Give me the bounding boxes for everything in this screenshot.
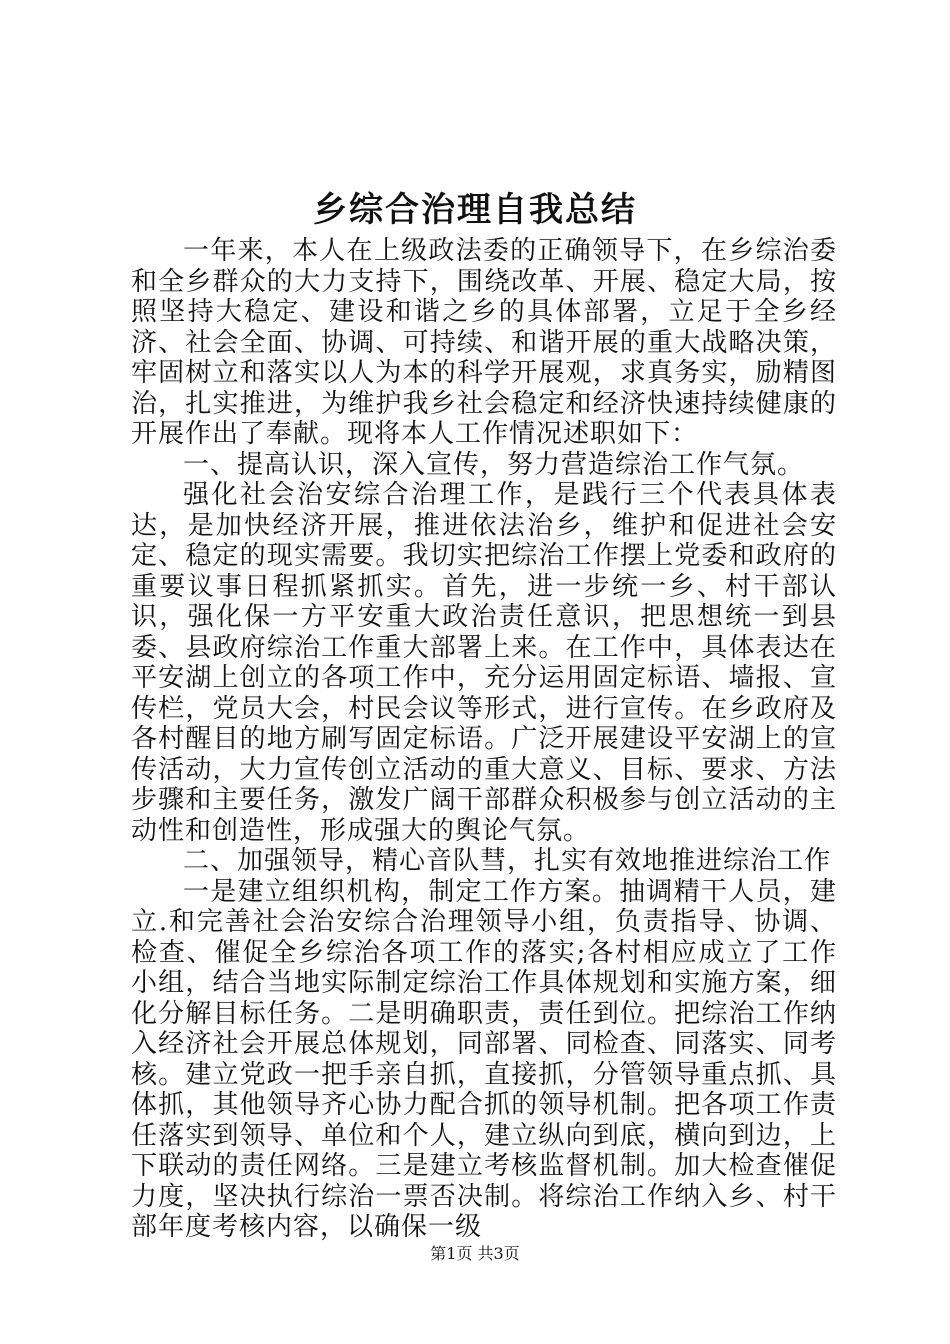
section-heading-1: 一、提高认识，深入宣传，努力营造综治工作气氛。 bbox=[183, 449, 805, 480]
page-title: 乡综合治理自我总结 bbox=[313, 190, 637, 230]
section-2-paragraph: 一是建立组织机构，制定工作方案。抽调精干人员，建立.和完善社会治安综合治理领导小组，负责指导、协调、检查、催促全乡综治各项工作的落实;各村相应成立了工作小组，结合当地实际制定综治工作具体规划和实施方案，细化分解目标任务。二是明确职责，责任到位。把综治工作纳入经济社会开展总体规划，同部署、同检查、同落实、同考核。建立党政一把手亲自抓，直接抓，分管领导重点抓、具体抓，其他领导齐心协力配合抓的领导机制。把各项工作责任落实到领导、单位和个人，建立纵向到底，横向到边，上下联动的责任网络。三是建立考核监督机制。加大检查催促力度，坚决执行综治一票否决制。将综治工作纳入乡、村干部年度考核内容，以确保一级 bbox=[131, 876, 837, 1242]
page-footer: 第1页 共3页 bbox=[430, 1244, 520, 1263]
section-heading-2: 二、加强领导，精心音队彗，扎实有效地推进综治工作 bbox=[183, 846, 832, 876]
intro-paragraph: 一年来，本人在上级政法委的正确领导下，在乡综治委和全乡群众的大力支持下，围绕改革、开展、稳定大局，按照坚持大稳定、建设和谐之乡的具体部署，立足于全乡经济、社会全面、协调、可持续、和谐开展的重大战略决策，牢固树立和落实以人为本的科学开展观，求真务实，励精图治，扎实推进，为维护我乡社会稳定和经济快速持续健康的开展作出了奉献。现将本人工作情况述职如下： bbox=[131, 236, 837, 449]
document-body bbox=[131, 236, 837, 1243]
section-1-paragraph: 强化社会治安综合治理工作，是践行三个代表具体表达，是加快经济开展，推进依法治乡，维护和促进社会安定、稳定的现实需要。我切实把综治工作摆上党委和政府的重要议事日程抓紧抓实。首先，进一步统一乡、村干部认识，强化保一方平安重大政治责任意识，把思想统一到县委、县政府综治工作重大部署上来。在工作中，具体表达在平安湖上创立的各项工作中，充分运用固定标语、墙报、宣传栏，党员大会，村民会议等形式，进行宣传。在乡政府及各村醒目的地方刷写固定标语。广泛开展建设平安湖上的宣传活动，大力宣传创立活动的重大意义、目标、要求、方法步骤和主要任务，激发广阔干部群众积极参与创立活动的主动性和创造性，形成强大的舆论气氛。 bbox=[131, 480, 837, 846]
